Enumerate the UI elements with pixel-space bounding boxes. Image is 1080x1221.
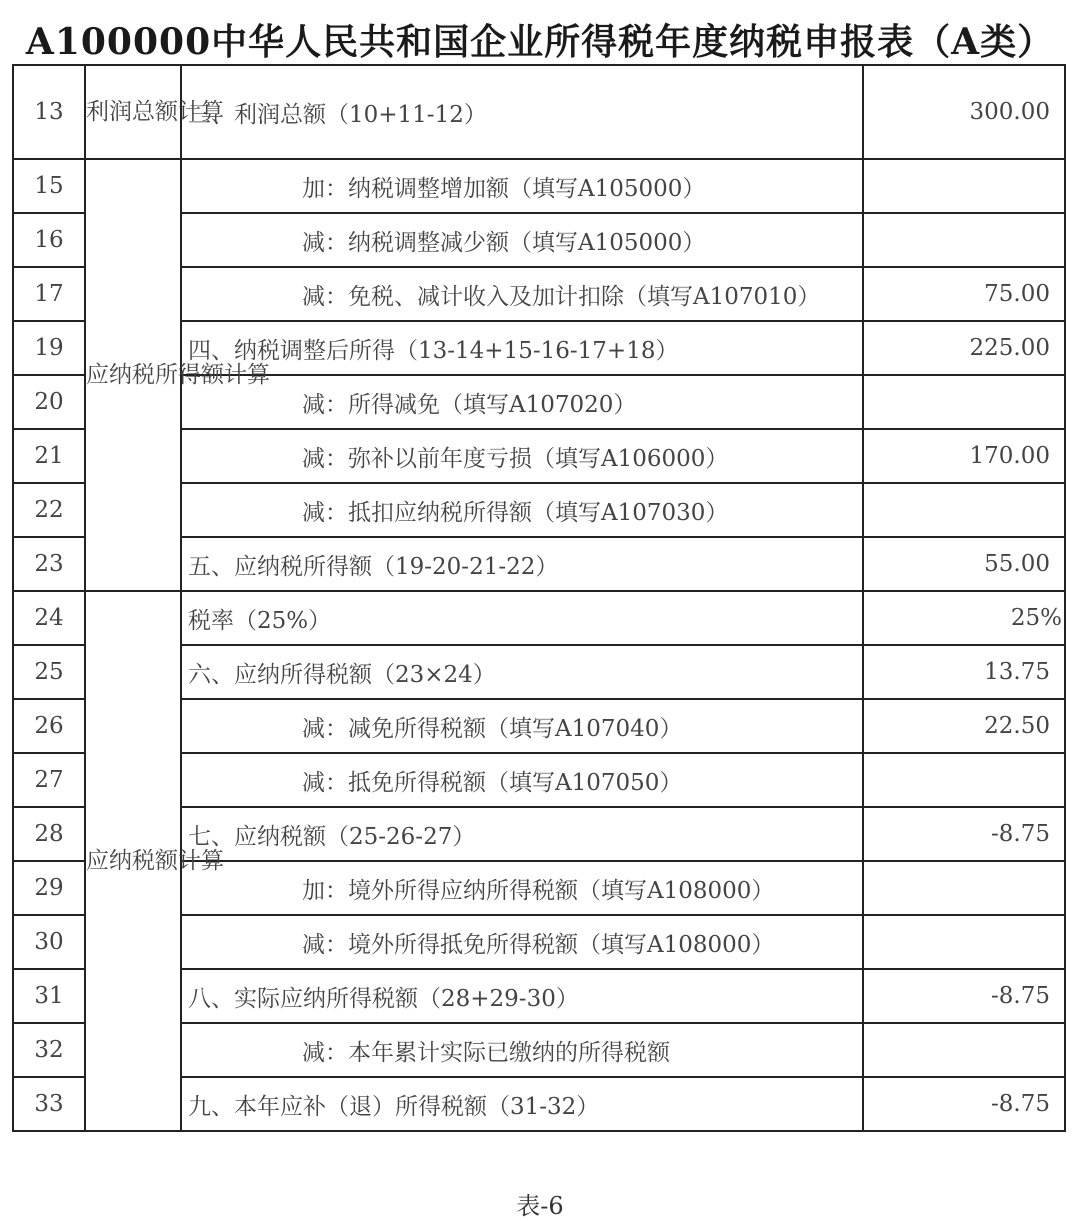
row-value[interactable] (863, 375, 1065, 429)
row-value[interactable] (863, 753, 1065, 807)
row-value[interactable]: 300.00 (863, 65, 1065, 159)
row-value[interactable]: 22.50 (863, 699, 1065, 753)
row-number: 32 (13, 1023, 85, 1077)
table-row (13, 65, 1065, 159)
row-value[interactable]: 13.75 (863, 645, 1065, 699)
row-value[interactable]: -8.75 (863, 969, 1065, 1023)
row-item: 九、本年应补（退）所得税额（31-32） (181, 1077, 863, 1131)
row-value[interactable]: 225.00 (863, 321, 1065, 375)
row-item: 减：境外所得抵免所得税额（填写A108000） (181, 915, 863, 969)
row-item: 加：境外所得应纳所得税额（填写A108000） (181, 861, 863, 915)
row-number: 26 (13, 699, 85, 753)
row-value[interactable] (863, 915, 1065, 969)
row-number: 20 (13, 375, 85, 429)
row-item: 六、应纳所得税额（23×24） (181, 645, 863, 699)
row-item: 减：纳税调整减少额（填写A105000） (181, 213, 863, 267)
row-item: 五、应纳税所得额（19-20-21-22） (181, 537, 863, 591)
row-value[interactable]: 25% (863, 591, 1065, 645)
tax-return-table (12, 64, 1066, 1132)
row-number: 19 (13, 321, 85, 375)
row-number: 30 (13, 915, 85, 969)
row-value[interactable]: 55.00 (863, 537, 1065, 591)
row-value[interactable]: 170.00 (863, 429, 1065, 483)
row-item: 减：弥补以前年度亏损（填写A106000） (181, 429, 863, 483)
section-label-tax-payable: 应纳税额计算 (85, 591, 181, 1131)
row-item: 减：抵免所得税额（填写A107050） (181, 753, 863, 807)
row-value[interactable] (863, 159, 1065, 213)
row-value[interactable] (863, 213, 1065, 267)
row-value[interactable]: -8.75 (863, 807, 1065, 861)
row-number: 27 (13, 753, 85, 807)
section-label-profit: 利润总额计算 (85, 65, 181, 159)
row-value[interactable] (863, 1023, 1065, 1077)
row-number: 13 (13, 65, 85, 159)
row-number: 29 (13, 861, 85, 915)
row-item: 减：本年累计实际已缴纳的所得税额 (181, 1023, 863, 1077)
row-number: 24 (13, 591, 85, 645)
row-number: 21 (13, 429, 85, 483)
row-value[interactable] (863, 483, 1065, 537)
row-number: 22 (13, 483, 85, 537)
table-caption: 表-6 (516, 1192, 564, 1220)
row-item: 税率（25%） (181, 591, 863, 645)
row-item: 三、利润总额（10+11-12） (181, 65, 863, 159)
row-value[interactable]: 75.00 (863, 267, 1065, 321)
row-number: 23 (13, 537, 85, 591)
row-number: 17 (13, 267, 85, 321)
row-item: 减：所得减免（填写A107020） (181, 375, 863, 429)
row-number: 25 (13, 645, 85, 699)
row-item: 加：纳税调整增加额（填写A105000） (181, 159, 863, 213)
form-title: A100000中华人民共和国企业所得税年度纳税申报表（A类） (25, 21, 1055, 63)
table-row (13, 591, 1065, 645)
row-item: 七、应纳税额（25-26-27） (181, 807, 863, 861)
section-label-taxable-income: 应纳税所得额计算 (85, 159, 181, 591)
row-item: 四、纳税调整后所得（13-14+15-16-17+18） (181, 321, 863, 375)
row-item: 减：抵扣应纳税所得额（填写A107030） (181, 483, 863, 537)
row-number: 31 (13, 969, 85, 1023)
row-value[interactable] (863, 861, 1065, 915)
row-number: 16 (13, 213, 85, 267)
table-row (13, 159, 1065, 213)
row-number: 15 (13, 159, 85, 213)
row-number: 28 (13, 807, 85, 861)
row-number: 33 (13, 1077, 85, 1131)
row-item: 八、实际应纳所得税额（28+29-30） (181, 969, 863, 1023)
row-item: 减：减免所得税额（填写A107040） (181, 699, 863, 753)
row-item: 减：免税、减计收入及加计扣除（填写A107010） (181, 267, 863, 321)
row-value[interactable]: -8.75 (863, 1077, 1065, 1131)
